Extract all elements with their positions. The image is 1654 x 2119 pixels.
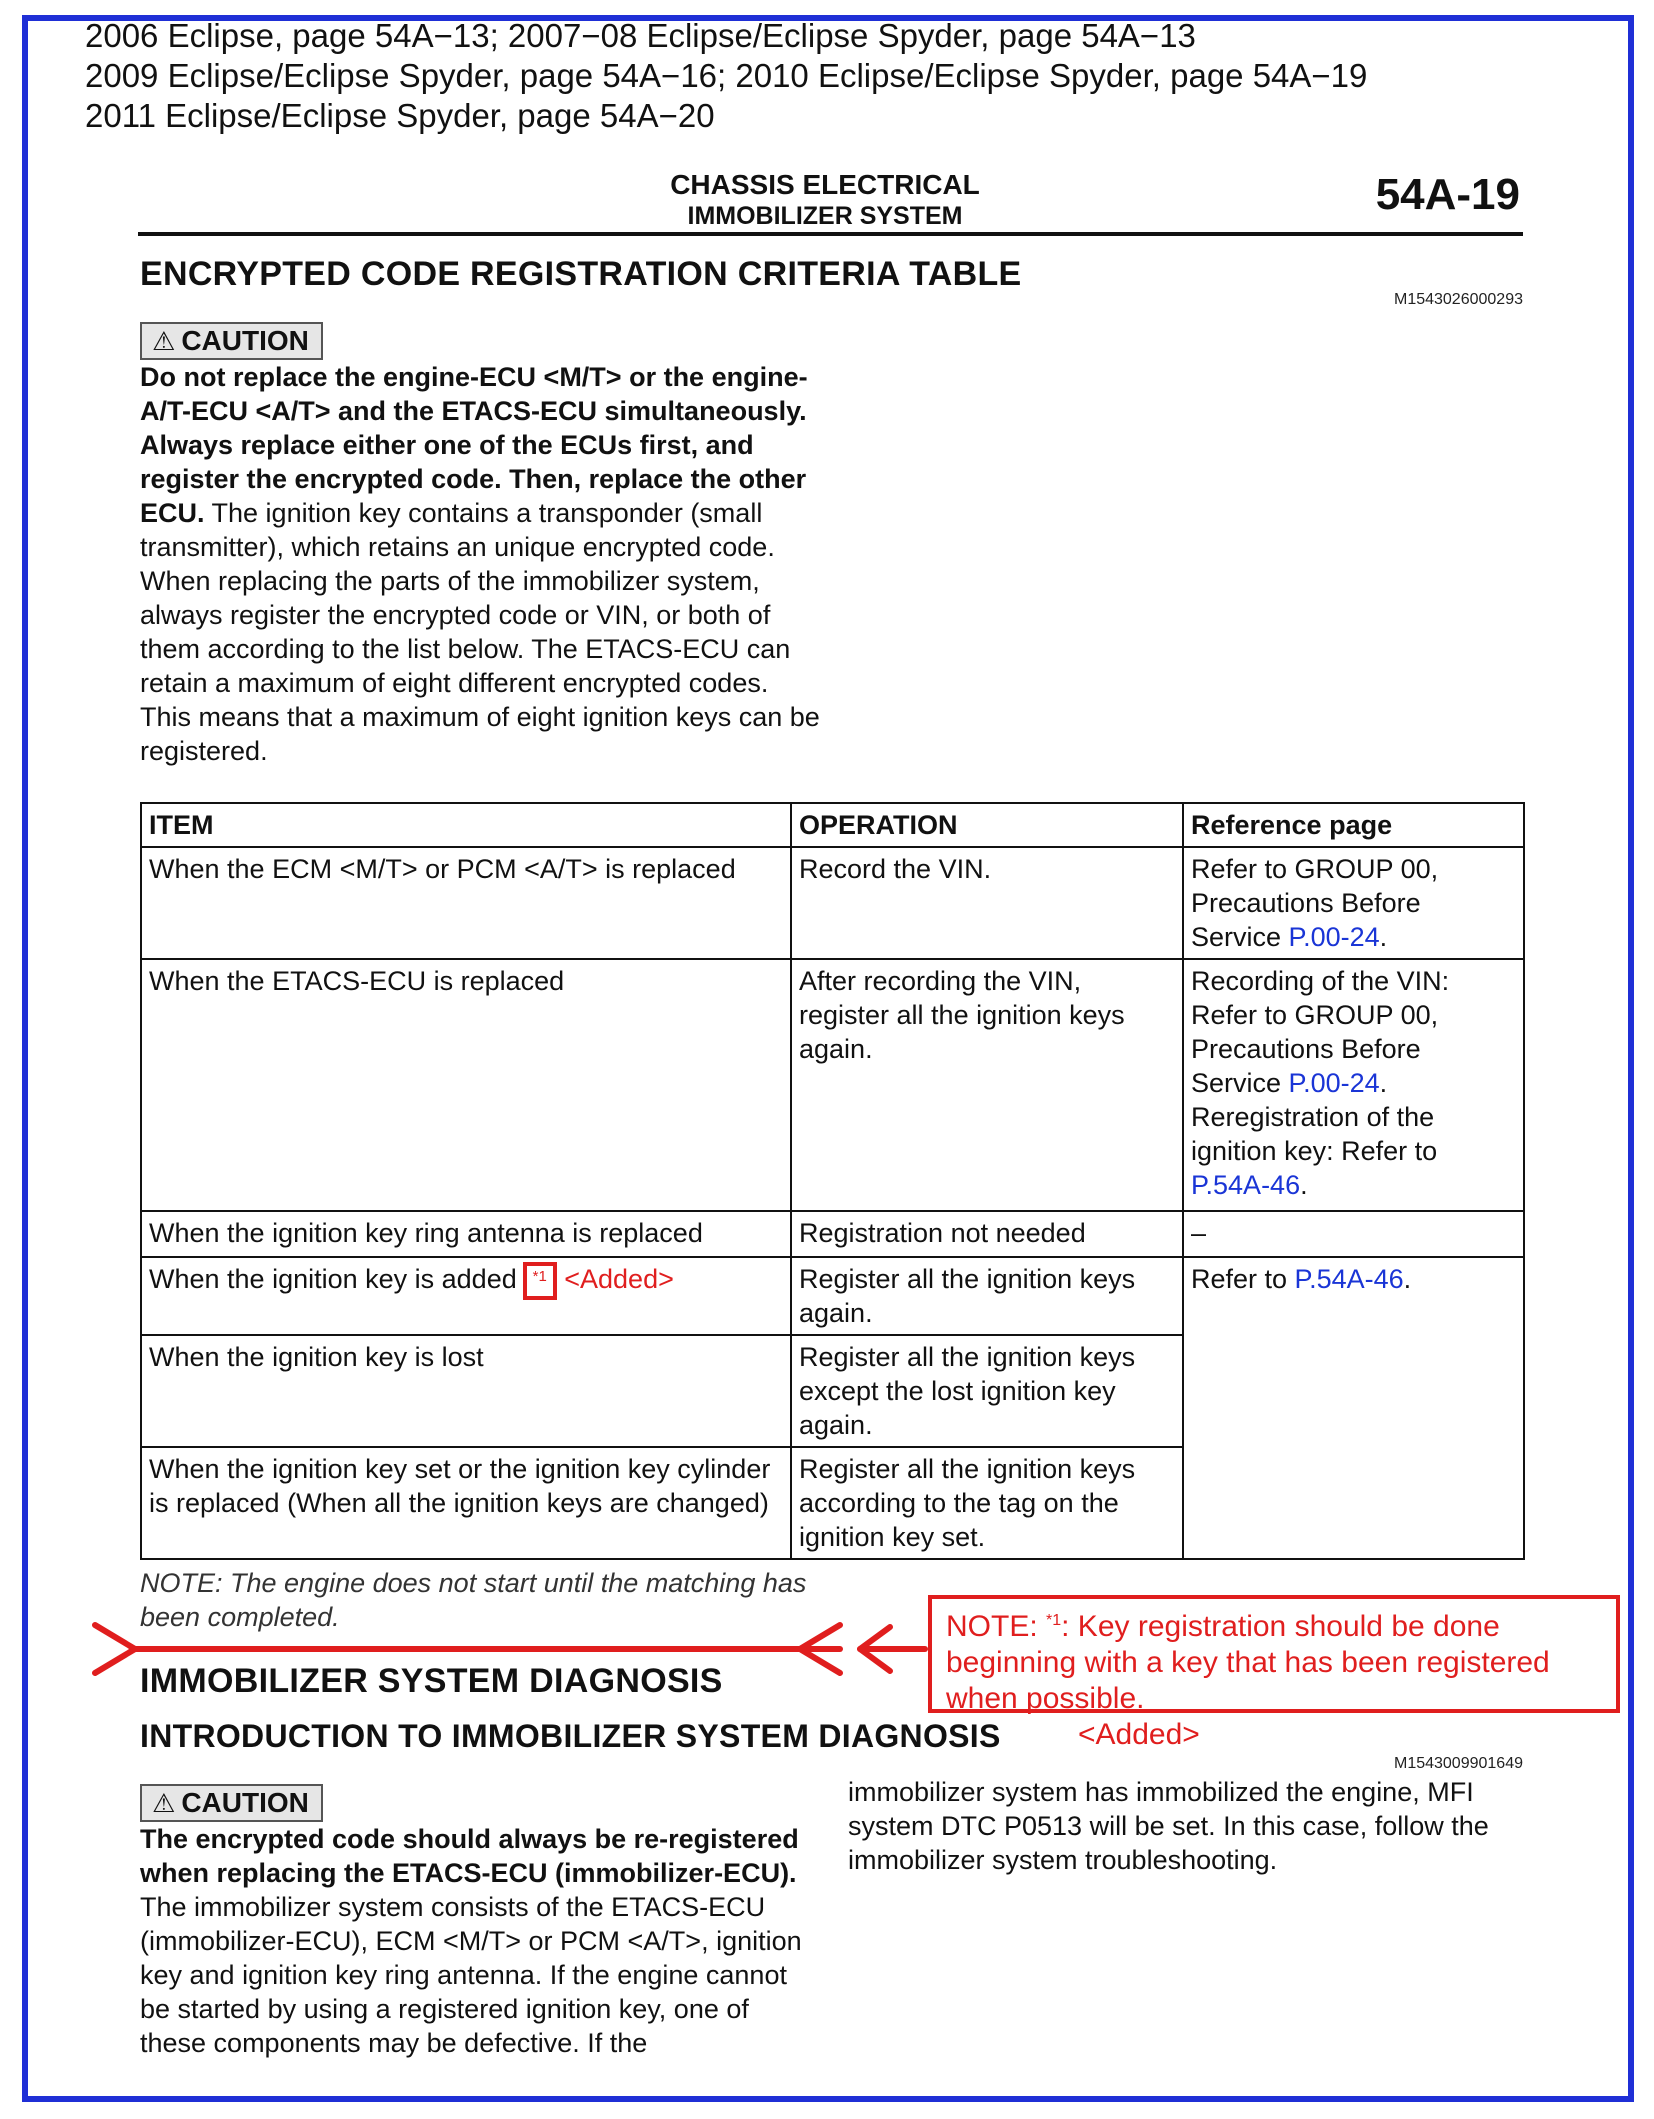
column-header: ITEM — [141, 803, 791, 847]
item-cell: When the ECM <M/T> or PCM <A/T> is replaced — [141, 847, 791, 959]
page-link[interactable]: P.00-24 — [1288, 1068, 1380, 1098]
item-cell: When the ignition key set or the ignition key cylinder is replaced (When all the ignition keys are changed) — [141, 1447, 791, 1559]
diagnosis-body-continued: immobilizer system has immobilized the engine, MFI system DTC P0513 will be set. In this case, follow the immobilizer system troubleshooting. — [848, 1777, 1489, 1875]
diagnosis-doc-id: M1543009901649 — [1393, 1755, 1523, 1772]
annotation-prefix: NOTE: — [946, 1610, 1047, 1643]
operation-cell: Register all the ignition keys again. — [791, 1257, 1183, 1335]
reference-text: Refer to — [1191, 1264, 1295, 1294]
operation-cell: Record the VIN. — [791, 847, 1183, 959]
caution-text: CAUTION — [181, 325, 309, 356]
column-header: Reference page — [1183, 803, 1524, 847]
footnote-marker: *1 — [523, 1262, 557, 1300]
reference-text: . — [1379, 922, 1388, 952]
diagnosis-heading: IMMOBILIZER SYSTEM DIAGNOSIS — [140, 1662, 723, 1700]
operation-cell: Register all the ignition keys except the lost ignition key again. — [791, 1335, 1183, 1447]
page-link[interactable]: P.54A-46 — [1191, 1170, 1301, 1200]
caution-statement: The encrypted code should always be re-registered when replacing the ETACS-ECU (immobilizer-ECU). — [140, 1824, 799, 1888]
warning-triangle-icon: ⚠ — [152, 1788, 176, 1818]
applicability-line: 2011 Eclipse/Eclipse Spyder, page 54A−20 — [85, 97, 715, 134]
intro-heading: INTRODUCTION TO IMMOBILIZER SYSTEM DIAGNOSIS — [140, 1718, 1001, 1754]
reference-cell: – — [1183, 1211, 1524, 1257]
applicability-line: 2009 Eclipse/Eclipse Spyder, page 54A−16; 2010 Eclipse/Eclipse Spyder, page 54A−19 — [85, 57, 1368, 94]
section-title: CHASSIS ELECTRICAL — [670, 169, 980, 200]
applicability-line: 2006 Eclipse, page 54A−13; 2007−08 Eclipse/Eclipse Spyder, page 54A−13 — [85, 17, 1196, 54]
caution-statement: Do not replace the engine-ECU <M/T> or the engine-A/T-ECU <A/T> and the ETACS-ECU simultaneously. Always replace either one of the ECUs first, and register the encrypted code. Then, replace the other ECU. — [140, 362, 808, 528]
caution-text: CAUTION — [181, 1787, 309, 1818]
reference-text: Recording of the VIN: Refer to GROUP 00, Precautions Before Service — [1191, 966, 1450, 1098]
criteria-body: The ignition key contains a transponder (small transmitter), which retains an unique encrypted code. When replacing the parts of the immobilizer system, always register the encrypted code or VIN, or both of them according to the list below. The ETACS-ECU can retain a maximum of eight different encrypted codes. This means that a maximum of eight ignition keys can be registered. — [140, 498, 820, 766]
reference-text: . — [1403, 1264, 1412, 1294]
subsection-title: IMMOBILIZER SYSTEM — [687, 202, 963, 230]
criteria-doc-id: M1543026000293 — [1393, 291, 1523, 308]
annotation-marker: *1 — [1046, 1612, 1062, 1629]
page-number: 54A-19 — [1375, 170, 1520, 219]
page-link[interactable]: P.00-24 — [1288, 922, 1380, 952]
item-cell: When the ignition key is lost — [141, 1335, 791, 1447]
item-cell: When the ETACS-ECU is replaced — [141, 959, 791, 1211]
left-bracket-mark — [95, 1625, 135, 1673]
diagnosis-text — [140, 1822, 812, 2060]
item-cell: When the ignition key ring antenna is replaced — [141, 1211, 791, 1257]
column-header: OPERATION — [791, 803, 1183, 847]
warning-triangle-icon: ⚠ — [152, 326, 176, 356]
page-link[interactable]: P.54A-46 — [1294, 1264, 1404, 1294]
operation-cell: Register all the ignition keys according to the tag on the ignition key set. — [791, 1447, 1183, 1559]
reference-text: . — [1300, 1170, 1308, 1200]
operation-cell: Registration not needed — [791, 1211, 1183, 1257]
annotation-text: : Key registration should be done beginning with a key that has been registered when possible. — [946, 1610, 1550, 1715]
reference-text: . Reregistration of the ignition key: Refer to — [1191, 1068, 1438, 1166]
item-text: When the ignition key is added — [149, 1264, 517, 1294]
annotation-note-box — [928, 1595, 1620, 1713]
criteria-note: NOTE: The engine does not start until the matching has been completed. — [140, 1568, 807, 1632]
reference-text: Refer to GROUP 00, Precautions Before Service — [1191, 854, 1439, 952]
added-tag: <Added> — [1078, 1718, 1200, 1751]
criteria-heading: ENCRYPTED CODE REGISTRATION CRITERIA TABLE — [140, 255, 1022, 293]
diagnosis-body: The immobilizer system consists of the ETACS-ECU (immobilizer-ECU), ECM <M/T> or PCM <A/T>, ignition key and ignition key ring antenna. If the engine cannot be started by using a registered ignition key, one of these components may be defective. If the — [140, 1892, 802, 2058]
caution-label — [140, 1784, 323, 1822]
operation-cell: After recording the VIN, register all the ignition keys again. — [791, 959, 1183, 1211]
added-tag: <Added> — [564, 1264, 674, 1294]
